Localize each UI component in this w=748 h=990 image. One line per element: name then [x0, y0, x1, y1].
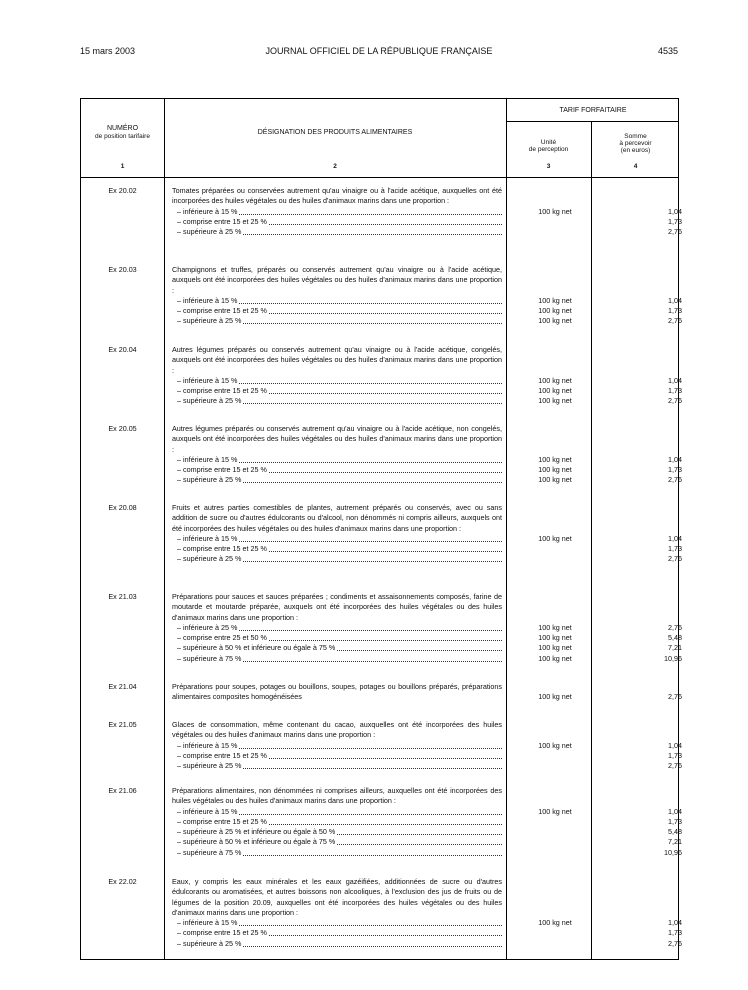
proportion-line	[172, 827, 682, 837]
proportion-line	[172, 306, 682, 316]
product-designation	[172, 877, 682, 949]
amount-value: 1,73	[668, 750, 682, 760]
proportion-line	[172, 653, 682, 664]
proportion-line	[172, 475, 682, 485]
page-header	[80, 46, 678, 60]
amount-value: 7,21	[668, 837, 682, 847]
column-number: 4	[633, 163, 638, 170]
amount-value: 2,76	[668, 316, 682, 326]
designation-text: Préparations alimentaires, non dénommées ni comprises ailleurs, auxquelles ont été incorporées des huiles végétales ou des huiles d'animaux marins dans une proportion :	[172, 786, 502, 806]
proportion-line	[172, 816, 682, 827]
amount-value: 5,48	[668, 827, 682, 837]
amount-value: 2,76	[668, 227, 682, 237]
product-designation	[172, 592, 682, 664]
tariff-code: Ex 21.03	[108, 592, 137, 601]
unit-value: 100 kg net	[538, 740, 572, 750]
amount-value: 2,76	[668, 761, 682, 771]
amount-value: 1,73	[668, 544, 682, 554]
amount-value: 1,04	[668, 918, 682, 928]
publication-date: 15 mars 2003	[80, 46, 136, 56]
unit-value: 100 kg net	[538, 206, 572, 216]
product-designation	[172, 345, 682, 407]
designation-text: Tomates préparées ou conservées autrement qu'au vinaigre ou à l'acide acétique, auxquelles ont été incorporées des huiles végétales ou des huiles d'animaux marins dans une proportion :	[172, 186, 502, 206]
proportion-line	[172, 740, 682, 751]
unit-value: 100 kg net	[538, 396, 572, 406]
proportion-line	[172, 386, 682, 396]
proportion-line	[172, 465, 682, 475]
proportion-label: – comprise entre 15 et 25 %	[177, 306, 267, 316]
proportion-line	[172, 847, 682, 858]
proportion-line	[172, 643, 682, 653]
unit-value: 100 kg net	[538, 918, 572, 928]
proportion-line	[172, 544, 682, 554]
unit-value: 100 kg net	[538, 692, 572, 702]
product-designation	[172, 503, 682, 565]
tariff-code: Ex 20.05	[108, 424, 137, 433]
proportion-label: – inférieure à 15 %	[177, 454, 238, 464]
header-tarif-forfaitaire: TARIF FORFAITAIRE	[559, 107, 627, 114]
amount-value: 1,04	[668, 533, 682, 543]
amount-value: 2,76	[668, 692, 682, 702]
proportion-label: – comprise entre 15 et 25 %	[177, 544, 267, 554]
header-text: de perception	[528, 146, 569, 153]
amount-value: 1,73	[668, 928, 682, 938]
amount-value: 1,73	[668, 386, 682, 396]
proportion-label: – inférieure à 15 %	[177, 918, 238, 928]
column-divider	[506, 99, 507, 959]
designation-text: Préparations pour soupes, potages ou bouillons, soupes, potages ou bouillons préparés, préparations alimentaires composites homogénéisées	[172, 682, 502, 702]
unit-value: 100 kg net	[538, 653, 572, 663]
unit-value: 100 kg net	[538, 475, 572, 485]
amount-value: 10,96	[664, 653, 682, 663]
proportion-line	[172, 928, 682, 938]
product-designation	[172, 424, 682, 486]
proportion-line	[172, 761, 682, 771]
header-text: NUMÉRO	[106, 125, 139, 132]
proportion-label: – comprise entre 15 et 25 %	[177, 928, 267, 938]
proportion-line	[172, 622, 682, 633]
proportion-label: – supérieure à 25 %	[177, 227, 242, 237]
amount-value: 1,04	[668, 454, 682, 464]
header-text: Somme	[624, 133, 647, 140]
designation-text: Fruits et autres parties comestibles de plantes, autrement préparés ou conservés, avec ou sans addition de sucre ou d'autres édulcorants ou d'alcool, non dénommés ni compris ailleurs, auxquels ont été incorporées des huiles végétales ou des huiles d'animaux marins dans une proportion :	[172, 503, 502, 533]
amount-value: 2,76	[668, 475, 682, 485]
proportion-line	[172, 206, 682, 217]
designation-text: Autres légumes préparés ou conservés autrement qu'au vinaigre ou à l'acide acétique, non congelés, auxquels ont été incorporées des huiles végétales ou des huiles d'animaux marins dans une proportion :	[172, 424, 502, 454]
product-designation	[172, 786, 682, 858]
proportion-label: – supérieure à 25 %	[177, 316, 242, 326]
tarif-header-rule	[506, 121, 678, 122]
proportion-line	[172, 216, 682, 227]
tariff-code: Ex 21.04	[108, 682, 137, 691]
product-designation	[172, 265, 682, 327]
proportion-label: – supérieure à 75 %	[177, 847, 242, 857]
proportion-line	[172, 396, 682, 406]
amount-value: 2,76	[668, 938, 682, 948]
proportion-label: – supérieure à 75 %	[177, 653, 242, 663]
header-text: à percevoir	[619, 140, 652, 147]
tariff-table	[80, 98, 682, 960]
header-designation: DÉSIGNATION DES PRODUITS ALIMENTAIRES	[257, 129, 413, 136]
proportion-label: – inférieure à 15 %	[177, 295, 238, 305]
product-designation	[172, 682, 502, 703]
amount-value: 2,76	[668, 622, 682, 632]
tariff-code: Ex 20.04	[108, 345, 137, 354]
unit-value: 100 kg net	[538, 375, 572, 385]
proportion-label: – supérieure à 50 % et inférieure ou égale à 75 %	[177, 837, 336, 847]
amount-value: 1,73	[668, 816, 682, 826]
proportion-line	[172, 633, 682, 643]
designation-text: Champignons et truffes, préparés ou conservés autrement qu'au vinaigre ou à l'acide acétique, auxquels ont été incorporées des huiles végétales ou des huiles d'animaux marins dans une proportion :	[172, 265, 502, 295]
proportion-label: – inférieure à 15 %	[177, 375, 238, 385]
tariff-code: Ex 21.06	[108, 786, 137, 795]
proportion-line	[172, 554, 682, 564]
proportion-line	[172, 316, 682, 326]
proportion-label: – comprise entre 25 et 50 %	[177, 633, 267, 643]
proportion-line	[172, 918, 682, 928]
amount-value: 7,21	[668, 643, 682, 653]
column-number: 1	[120, 163, 125, 170]
header-amount	[591, 133, 680, 154]
amount-value: 1,04	[668, 740, 682, 750]
header-bottom-rule	[81, 177, 678, 178]
header-unit	[506, 139, 591, 153]
proportion-line	[172, 533, 682, 544]
unit-value: 100 kg net	[538, 316, 572, 326]
product-designation	[172, 720, 682, 771]
header-text: Unité	[540, 139, 557, 146]
unit-value: 100 kg net	[538, 465, 572, 475]
designation-text: Préparations pour sauces et sauces préparées ; condiments et assaisonnements composés, farine de moutarde et moutarde préparée, auxquels ont été incorporées des huiles végétales ou des huiles d'animaux marins dans une proportion :	[172, 592, 502, 622]
proportion-label: – comprise entre 15 et 25 %	[177, 750, 267, 760]
proportion-label: – inférieure à 15 %	[177, 206, 238, 216]
proportion-label: – supérieure à 25 %	[177, 761, 242, 771]
amount-value: 5,48	[668, 633, 682, 643]
proportion-label: – inférieure à 15 %	[177, 740, 238, 750]
proportion-label: – supérieure à 25 % et inférieure ou égale à 50 %	[177, 827, 336, 837]
unit-value: 100 kg net	[538, 533, 572, 543]
tariff-code: Ex 21.05	[108, 720, 137, 729]
amount-value: 1,73	[668, 306, 682, 316]
proportion-label: – inférieure à 15 %	[177, 533, 238, 543]
column-divider	[164, 99, 165, 959]
designation-text: Glaces de consommation, même contenant du cacao, auxquelles ont été incorporées des huiles végétales ou des huiles d'animaux marins dans une proportion :	[172, 720, 502, 740]
proportion-label: – supérieure à 25 %	[177, 396, 242, 406]
proportion-label: – supérieure à 25 %	[177, 554, 242, 564]
product-designation	[172, 186, 682, 237]
header-text: de position tarifaire	[95, 133, 150, 140]
proportion-line	[172, 295, 682, 306]
proportion-line	[172, 837, 682, 847]
column-number: 3	[546, 163, 551, 170]
column-number: 2	[333, 163, 337, 170]
proportion-label: – comprise entre 15 et 25 %	[177, 386, 267, 396]
unit-value: 100 kg net	[538, 806, 572, 816]
unit-value: 100 kg net	[538, 306, 572, 316]
proportion-line	[172, 375, 682, 386]
header-position-number	[81, 125, 164, 140]
amount-value: 1,73	[668, 216, 682, 226]
proportion-label: – supérieure à 25 %	[177, 938, 242, 948]
amount-value: 10,96	[664, 847, 682, 857]
page-number: 4535	[657, 46, 678, 56]
tariff-code: Ex 20.02	[108, 186, 137, 195]
proportion-label: – comprise entre 15 et 25 %	[177, 216, 267, 226]
unit-value: 100 kg net	[538, 386, 572, 396]
header-text: (en euros)	[620, 147, 651, 154]
proportion-label: – comprise entre 15 et 25 %	[177, 465, 267, 475]
proportion-line	[172, 938, 682, 949]
proportion-line	[172, 227, 682, 237]
amount-value: 1,04	[668, 295, 682, 305]
journal-title: JOURNAL OFFICIEL DE LA RÉPUBLIQUE FRANÇAISE	[265, 46, 493, 56]
amount-value: 1,04	[668, 375, 682, 385]
unit-value: 100 kg net	[538, 643, 572, 653]
amount-value: 2,76	[668, 554, 682, 564]
proportion-label: – inférieure à 25 %	[177, 622, 238, 632]
tariff-code: Ex 20.08	[108, 503, 137, 512]
proportion-line	[172, 750, 682, 761]
tariff-code: Ex 20.03	[108, 265, 137, 274]
designation-text: Autres légumes préparés ou conservés autrement qu'au vinaigre ou à l'acide acétique, congelés, auxquels ont été incorporées des huiles végétales ou des huiles d'animaux marins dans une proportion :	[172, 345, 502, 375]
proportion-line	[172, 454, 682, 465]
proportion-label: – supérieure à 25 %	[177, 475, 242, 485]
amount-value: 1,04	[668, 206, 682, 216]
tariff-code: Ex 22.02	[108, 877, 137, 886]
unit-value: 100 kg net	[538, 454, 572, 464]
unit-value: 100 kg net	[538, 622, 572, 632]
designation-text: Eaux, y compris les eaux minérales et les eaux gazéifiées, additionnées de sucre ou d'autres édulcorants ou aromatisées, et autres boissons non alcooliques, à l'exclusion des jus de fruits ou de légumes de la position 20.09, auxquelles ont été incorporées des huiles végétales ou des huiles d'animaux marins dans une proportion :	[172, 877, 502, 917]
amount-value: 2,76	[668, 396, 682, 406]
amount-value: 1,73	[668, 465, 682, 475]
proportion-label: – inférieure à 15 %	[177, 806, 238, 816]
proportion-label: – comprise entre 15 et 25 %	[177, 816, 267, 826]
unit-value: 100 kg net	[538, 633, 572, 643]
amount-value: 1,04	[668, 806, 682, 816]
proportion-line	[172, 806, 682, 817]
unit-value: 100 kg net	[538, 295, 572, 305]
proportion-label: – supérieure à 50 % et inférieure ou égale à 75 %	[177, 643, 336, 653]
